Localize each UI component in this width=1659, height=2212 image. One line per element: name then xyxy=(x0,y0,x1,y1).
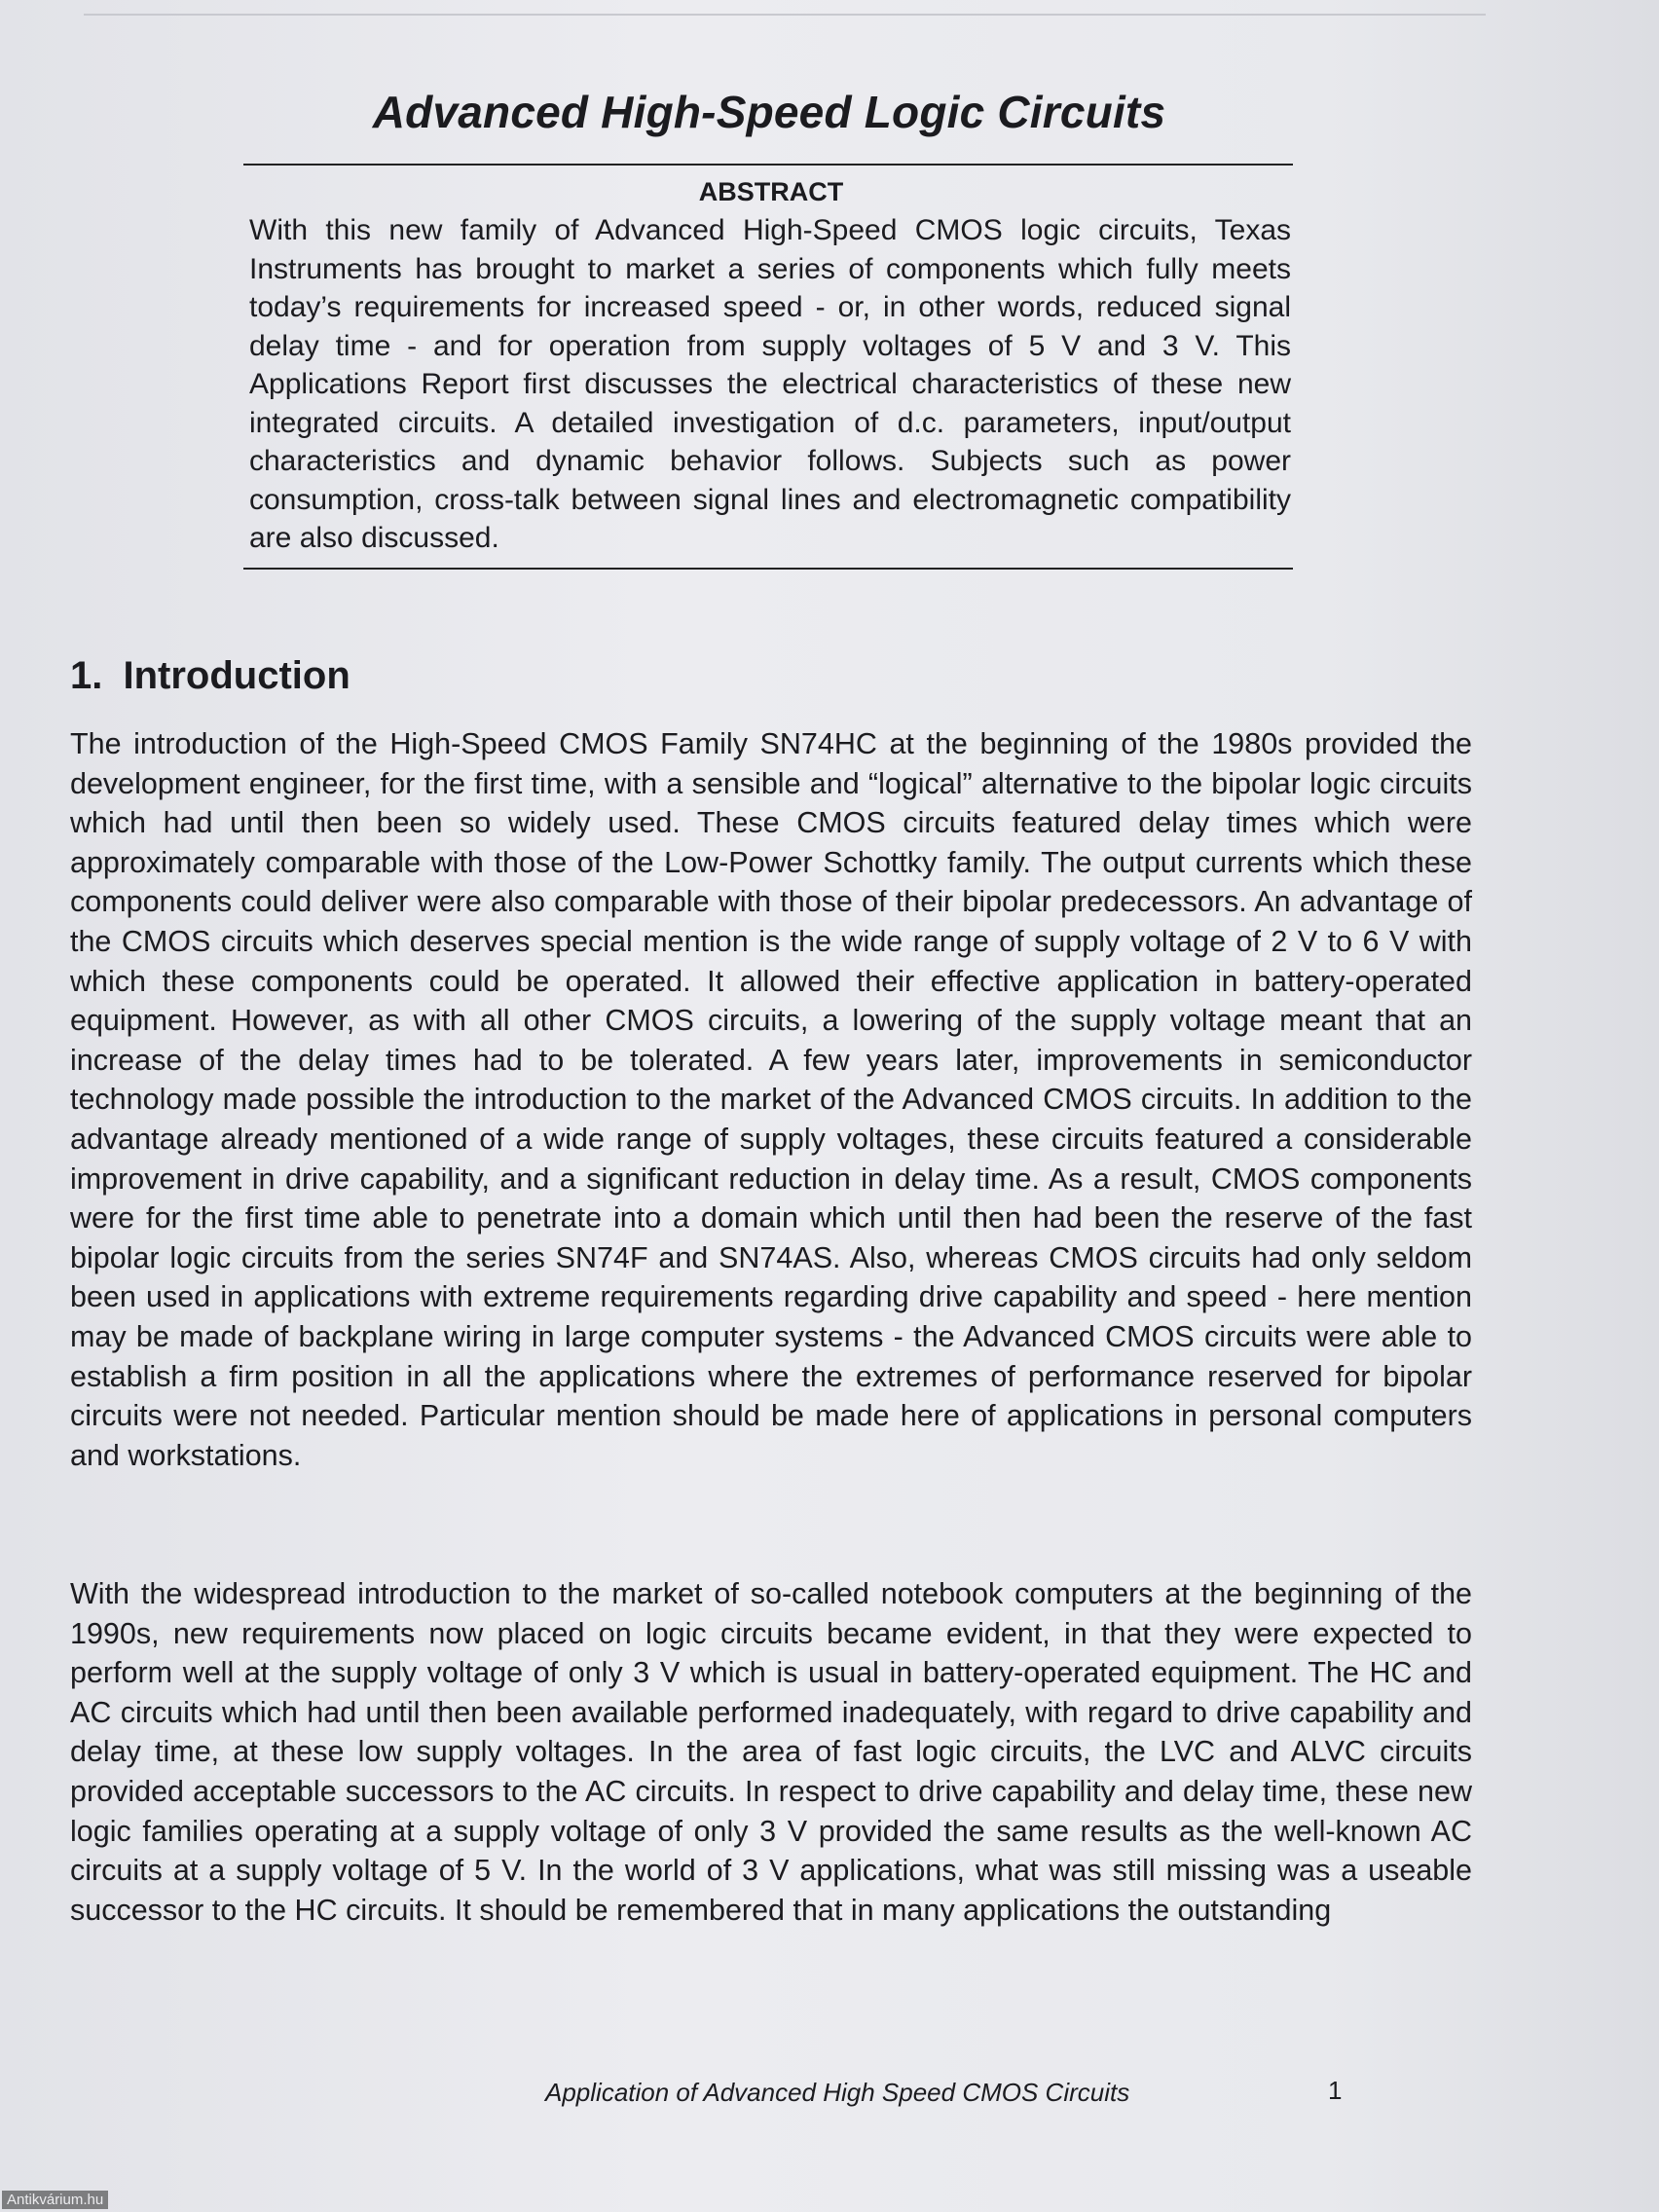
section-title: Introduction xyxy=(123,654,350,697)
paragraph-1: The introduction of the High-Speed CMOS Family SN74HC at the beginning of the 1980s provided the development engineer, for the first time, with a sensible and “logical” alternative to the bipolar logic circuits which had until then been so widely used. These CMOS circuits featured delay times which were approximately comparable with those of the Low-Power Schottky family. The output currents which these components could deliver were also comparable with those of their bipolar predecessors. An advantage of the CMOS circuits which deserves special mention is the wide range of supply voltage of 2 V to 6 V with which these components could be operated. It allowed their effective application in battery-operated equipment. However, as with all other CMOS circuits, a lowering of the supply voltage meant that an increase of the delay times had to be tolerated. A few years later, improvements in semiconductor technology made possible the introduction to the market of the Advanced CMOS circuits. In addition to the advantage already mentioned of a wide range of supply voltages, these circuits featured a considerable improvement in drive capability, and a significant reduction in delay time. As a result, CMOS components were for the first time able to penetrate into a domain which until then had been the reserve of the fast bipolar logic circuits from the series SN74F and SN74AS. Also, whereas CMOS circuits had only seldom been used in applications with extreme requirements regarding drive capability and speed - here mention may be made of backplane wiring in large computer systems - the Advanced CMOS circuits were able to establish a firm position in all the applications where the extremes of performance reserved for bipolar circuits were not needed. Particular mention should be made here of applications in personal computers and workstations. xyxy=(70,727,1472,1472)
watermark-label: Antikvárium.hu xyxy=(2,2191,108,2209)
abstract-heading: ABSTRACT xyxy=(698,177,844,206)
paragraph-2: With the widespread introduction to the market of so-called notebook computers at the beginning of the 1990s, new requirements now placed on logic circuits became evident, in that they were expected to perform well at the supply voltage of only 3 V which is usual in battery-operated equipment. The HC and AC circuits which had until then been available performed inadequately, with regard to drive capability and delay time, at these low supply voltages. In the area of fast logic circuits, the LVC and ALVC circuits provided acceptable successors to the AC circuits. In respect to drive capability and delay time, these new logic families operating at a supply voltage of only 3 V provided the same results as the well-known AC circuits at a supply voltage of 5 V. In the world of 3 V applications, what was still missing was a useable successor to the HC circuits. It should be remembered that in many applications the outstanding xyxy=(70,1577,1472,1927)
abstract-text: With this new family of Advanced High-Speed CMOS logic circuits, Texas Instruments has brought to market a series of components which fully meets today’s requirements for increased speed - or, in other words, reduced signal delay time - and for operation from supply voltages of 5 V and 3 V. This Applications Report first discusses the electrical characteristics of these new integrated circuits. A detailed investigation of d.c. parameters, input/output characteristics and dynamic behavior follows. Subjects such as power consumption, cross-talk between signal lines and electromagnetic compatibility are also discussed. xyxy=(249,214,1291,554)
page-number: 1 xyxy=(1328,2076,1343,2105)
top-rule xyxy=(84,14,1486,16)
abstract-block xyxy=(243,164,1293,570)
section-heading xyxy=(70,654,350,698)
footer-title: Application of Advanced High Speed CMOS Circuits xyxy=(545,2078,1130,2107)
document-title: Advanced High-Speed Logic Circuits xyxy=(372,87,1166,137)
section-number: 1. xyxy=(70,654,103,697)
